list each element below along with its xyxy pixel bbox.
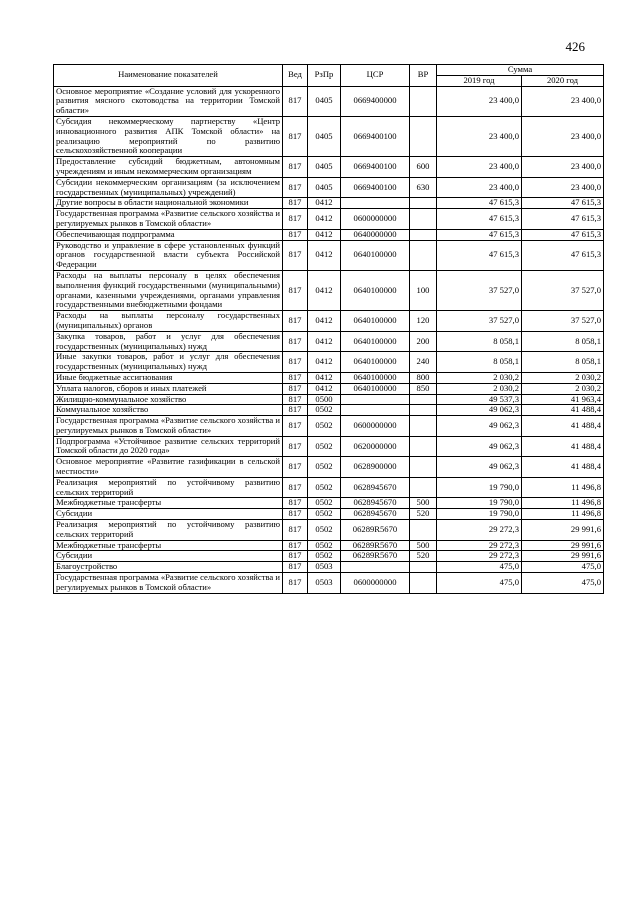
row-sum-2020-cell: 29 991,6 [522,540,604,551]
row-ved-cell: 817 [283,498,308,509]
table-row [54,573,604,594]
row-vr-cell: 120 [410,311,437,332]
row-rzpr-cell: 0502 [308,436,341,457]
row-csr-cell: 06289R5670 [341,551,410,562]
row-rzpr-cell: 0502 [308,509,341,520]
row-rzpr-cell: 0502 [308,477,341,498]
row-name-cell: Реализация мероприятий по устойчивому развитию сельских территорий [54,477,283,498]
row-sum-2020-cell: 47 615,3 [522,240,604,270]
row-csr-cell: 0669400100 [341,177,410,198]
row-sum-2019-cell: 29 272,3 [437,551,522,562]
row-vr-cell [410,405,437,416]
row-csr-cell: 0620000000 [341,436,410,457]
row-sum-2020-cell: 8 058,1 [522,331,604,352]
header-sum: Сумма [437,65,604,76]
row-csr-cell: 0628945670 [341,477,410,498]
row-name-cell: Расходы на выплаты персоналу государственных (муниципальных) органов [54,311,283,332]
row-vr-cell [410,562,437,573]
row-sum-2019-cell: 23 400,0 [437,86,522,116]
row-vr-cell [410,457,437,478]
row-csr-cell: 0640100000 [341,331,410,352]
row-rzpr-cell: 0502 [308,416,341,437]
row-vr-cell [410,209,437,230]
row-name-cell: Руководство и управление в сфере установленных функций органов государственной власти субъекта Российской Федерации [54,240,283,270]
row-sum-2019-cell: 37 527,0 [437,270,522,310]
row-vr-cell [410,116,437,156]
row-vr-cell [410,394,437,405]
row-rzpr-cell: 0412 [308,240,341,270]
row-ved-cell: 817 [283,405,308,416]
row-ved-cell: 817 [283,352,308,373]
table-row [54,209,604,230]
row-name-cell: Закупка товаров, работ и услуг для обеспечения государственных (муниципальных) нужд [54,331,283,352]
row-sum-2019-cell: 19 790,0 [437,498,522,509]
row-sum-2019-cell: 37 527,0 [437,311,522,332]
row-csr-cell: 0640100000 [341,352,410,373]
row-name-cell: Государственная программа «Развитие сельского хозяйства и регулируемых рынков в Томской области» [54,573,283,594]
row-name-cell: Реализация мероприятий по устойчивому развитию сельских территорий [54,520,283,541]
row-name-cell: Межбюджетные трансферты [54,540,283,551]
row-ved-cell: 817 [283,86,308,116]
row-rzpr-cell: 0503 [308,562,341,573]
row-sum-2020-cell: 23 400,0 [522,177,604,198]
row-sum-2020-cell: 2 030,2 [522,383,604,394]
row-sum-2020-cell: 2 030,2 [522,372,604,383]
row-csr-cell: 06289R5670 [341,520,410,541]
row-ved-cell: 817 [283,540,308,551]
header-row [54,65,604,76]
table-row [54,562,604,573]
table-row [54,509,604,520]
table-row [54,520,604,541]
row-sum-2019-cell: 19 790,0 [437,477,522,498]
row-csr-cell: 0640100000 [341,383,410,394]
row-vr-cell: 200 [410,331,437,352]
row-sum-2019-cell: 23 400,0 [437,177,522,198]
row-sum-2020-cell: 475,0 [522,573,604,594]
row-vr-cell [410,477,437,498]
row-ved-cell: 817 [283,177,308,198]
row-rzpr-cell: 0412 [308,311,341,332]
header-csr: ЦСР [341,65,410,87]
row-vr-cell [410,436,437,457]
row-rzpr-cell: 0405 [308,86,341,116]
row-sum-2020-cell: 29 991,6 [522,551,604,562]
table-row [54,372,604,383]
row-rzpr-cell: 0412 [308,383,341,394]
row-name-cell: Субсидии [54,509,283,520]
row-csr-cell: 0669400100 [341,157,410,178]
table-row [54,270,604,310]
row-ved-cell: 817 [283,509,308,520]
row-ved-cell: 817 [283,383,308,394]
header-2020: 2020 год [522,75,604,86]
row-rzpr-cell: 0405 [308,157,341,178]
row-ved-cell: 817 [283,157,308,178]
row-sum-2019-cell: 29 272,3 [437,540,522,551]
row-rzpr-cell: 0503 [308,573,341,594]
row-csr-cell: 0600000000 [341,209,410,230]
row-csr-cell [341,562,410,573]
row-sum-2020-cell: 11 496,8 [522,498,604,509]
row-sum-2019-cell: 2 030,2 [437,383,522,394]
row-vr-cell: 520 [410,551,437,562]
row-name-cell: Иные бюджетные ассигнования [54,372,283,383]
row-sum-2020-cell: 41 488,4 [522,457,604,478]
row-ved-cell: 817 [283,372,308,383]
row-csr-cell: 0640100000 [341,270,410,310]
row-rzpr-cell: 0412 [308,229,341,240]
row-ved-cell: 817 [283,416,308,437]
row-rzpr-cell: 0412 [308,209,341,230]
row-name-cell: Субсидия некоммерческому партнерству «Центр инновационного развития АПК Томской области» на реализацию мероприятий по развитию сельскохозяйственной кооперации [54,116,283,156]
row-vr-cell: 100 [410,270,437,310]
row-vr-cell [410,229,437,240]
row-ved-cell: 817 [283,394,308,405]
table-row [54,405,604,416]
table-row [54,311,604,332]
row-rzpr-cell: 0502 [308,551,341,562]
row-csr-cell: 0640000000 [341,229,410,240]
row-sum-2019-cell: 47 615,3 [437,240,522,270]
row-csr-cell [341,198,410,209]
table-row [54,157,604,178]
table-row [54,498,604,509]
row-vr-cell: 500 [410,498,437,509]
row-rzpr-cell: 0405 [308,177,341,198]
row-ved-cell: 817 [283,240,308,270]
table-row [54,436,604,457]
row-sum-2019-cell: 23 400,0 [437,157,522,178]
row-ved-cell: 817 [283,270,308,310]
row-name-cell: Межбюджетные трансферты [54,498,283,509]
header-rzpr: РзПр [308,65,341,87]
row-rzpr-cell: 0502 [308,540,341,551]
row-sum-2019-cell: 8 058,1 [437,331,522,352]
row-sum-2019-cell: 8 058,1 [437,352,522,373]
table-row [54,394,604,405]
table-row [54,240,604,270]
row-sum-2020-cell: 41 963,4 [522,394,604,405]
row-csr-cell: 0640100000 [341,240,410,270]
row-name-cell: Расходы на выплаты персоналу в целях обеспечения выполнения функций государственными (муниципальными) органами, казенными учреждениями, органами управления государственными внебюджетными фондами [54,270,283,310]
row-sum-2020-cell: 41 488,4 [522,416,604,437]
row-rzpr-cell: 0502 [308,520,341,541]
row-sum-2020-cell: 29 991,6 [522,520,604,541]
row-ved-cell: 817 [283,436,308,457]
header-2019: 2019 год [437,75,522,86]
row-sum-2020-cell: 47 615,3 [522,229,604,240]
row-name-cell: Государственная программа «Развитие сельского хозяйства и регулируемых рынков в Томской области» [54,416,283,437]
row-csr-cell: 0628945670 [341,509,410,520]
row-ved-cell: 817 [283,229,308,240]
row-ved-cell: 817 [283,209,308,230]
table-row [54,457,604,478]
table-body [54,86,604,593]
row-csr-cell [341,394,410,405]
row-name-cell: Обеспечивающая подпрограмма [54,229,283,240]
row-csr-cell: 0628900000 [341,457,410,478]
row-rzpr-cell: 0412 [308,331,341,352]
row-sum-2019-cell: 475,0 [437,573,522,594]
row-name-cell: Субсидии некоммерческим организациям (за исключением государственных (муниципальных) учреждений) [54,177,283,198]
row-name-cell: Подпрограмма «Устойчивое развитие сельских территорий Томской области до 2020 года» [54,436,283,457]
row-csr-cell: 0640100000 [341,372,410,383]
row-rzpr-cell: 0502 [308,457,341,478]
row-ved-cell: 817 [283,457,308,478]
row-csr-cell: 0600000000 [341,573,410,594]
row-vr-cell: 240 [410,352,437,373]
table-row [54,116,604,156]
row-vr-cell [410,86,437,116]
row-rzpr-cell: 0412 [308,372,341,383]
row-sum-2020-cell: 23 400,0 [522,157,604,178]
page-number: 426 [565,39,585,54]
row-name-cell: Другие вопросы в области национальной экономики [54,198,283,209]
row-rzpr-cell: 0412 [308,270,341,310]
table-row [54,352,604,373]
row-vr-cell [410,240,437,270]
row-sum-2019-cell: 19 790,0 [437,509,522,520]
row-vr-cell [410,573,437,594]
table-row [54,540,604,551]
row-sum-2019-cell: 49 537,3 [437,394,522,405]
budget-table [53,64,604,594]
row-name-cell: Основное мероприятие «Развитие газификации в сельской местности» [54,457,283,478]
table-row [54,551,604,562]
row-sum-2019-cell: 47 615,3 [437,229,522,240]
row-vr-cell: 500 [410,540,437,551]
row-name-cell: Иные закупки товаров, работ и услуг для обеспечения государственных (муниципальных) нужд [54,352,283,373]
row-sum-2020-cell: 41 488,4 [522,436,604,457]
row-sum-2020-cell: 37 527,0 [522,270,604,310]
row-rzpr-cell: 0502 [308,405,341,416]
row-vr-cell: 520 [410,509,437,520]
row-name-cell: Уплата налогов, сборов и иных платежей [54,383,283,394]
row-name-cell: Коммунальное хозяйство [54,405,283,416]
row-vr-cell [410,416,437,437]
row-rzpr-cell: 0500 [308,394,341,405]
row-name-cell: Предоставление субсидий бюджетным, автономным учреждениям и иным некоммерческим организациям [54,157,283,178]
row-name-cell: Основное мероприятие «Создание условий для ускоренного развития мясного скотоводства на территории Томской области» [54,86,283,116]
row-sum-2020-cell: 8 058,1 [522,352,604,373]
table-row [54,86,604,116]
row-name-cell: Благоустройство [54,562,283,573]
row-sum-2019-cell: 47 615,3 [437,198,522,209]
table-row [54,198,604,209]
row-ved-cell: 817 [283,477,308,498]
row-sum-2019-cell: 49 062,3 [437,457,522,478]
row-sum-2020-cell: 11 496,8 [522,477,604,498]
row-sum-2019-cell: 49 062,3 [437,405,522,416]
header-vr: ВР [410,65,437,87]
row-sum-2019-cell: 49 062,3 [437,436,522,457]
row-name-cell: Государственная программа «Развитие сельского хозяйства и регулируемых рынков в Томской области» [54,209,283,230]
row-sum-2019-cell: 23 400,0 [437,116,522,156]
row-ved-cell: 817 [283,520,308,541]
row-ved-cell: 817 [283,116,308,156]
table-row [54,331,604,352]
row-csr-cell: 0669400000 [341,86,410,116]
row-vr-cell: 630 [410,177,437,198]
row-rzpr-cell: 0405 [308,116,341,156]
row-sum-2019-cell: 49 062,3 [437,416,522,437]
row-vr-cell: 800 [410,372,437,383]
row-ved-cell: 817 [283,562,308,573]
row-sum-2019-cell: 29 272,3 [437,520,522,541]
row-ved-cell: 817 [283,198,308,209]
row-sum-2019-cell: 2 030,2 [437,372,522,383]
row-name-cell: Субсидии [54,551,283,562]
table-row [54,229,604,240]
row-rzpr-cell: 0412 [308,352,341,373]
row-vr-cell: 600 [410,157,437,178]
row-name-cell: Жилищно-коммунальное хозяйство [54,394,283,405]
row-csr-cell: 0669400100 [341,116,410,156]
row-sum-2020-cell: 41 488,4 [522,405,604,416]
row-sum-2020-cell: 23 400,0 [522,86,604,116]
row-csr-cell: 06289R5670 [341,540,410,551]
table-row [54,383,604,394]
row-rzpr-cell: 0412 [308,198,341,209]
row-csr-cell: 0640100000 [341,311,410,332]
row-vr-cell [410,198,437,209]
row-sum-2019-cell: 475,0 [437,562,522,573]
row-sum-2020-cell: 475,0 [522,562,604,573]
table-row [54,177,604,198]
row-ved-cell: 817 [283,551,308,562]
header-ved: Вед [283,65,308,87]
row-sum-2020-cell: 37 527,0 [522,311,604,332]
row-sum-2020-cell: 47 615,3 [522,209,604,230]
row-ved-cell: 817 [283,573,308,594]
header-name: Наименование показателей [54,65,283,87]
row-vr-cell: 850 [410,383,437,394]
table-row [54,477,604,498]
row-rzpr-cell: 0502 [308,498,341,509]
row-csr-cell [341,405,410,416]
row-csr-cell: 0600000000 [341,416,410,437]
row-sum-2019-cell: 47 615,3 [437,209,522,230]
row-ved-cell: 817 [283,331,308,352]
row-csr-cell: 0628945670 [341,498,410,509]
row-sum-2020-cell: 11 496,8 [522,509,604,520]
table-row [54,416,604,437]
row-sum-2020-cell: 23 400,0 [522,116,604,156]
row-vr-cell [410,520,437,541]
row-ved-cell: 817 [283,311,308,332]
row-sum-2020-cell: 47 615,3 [522,198,604,209]
